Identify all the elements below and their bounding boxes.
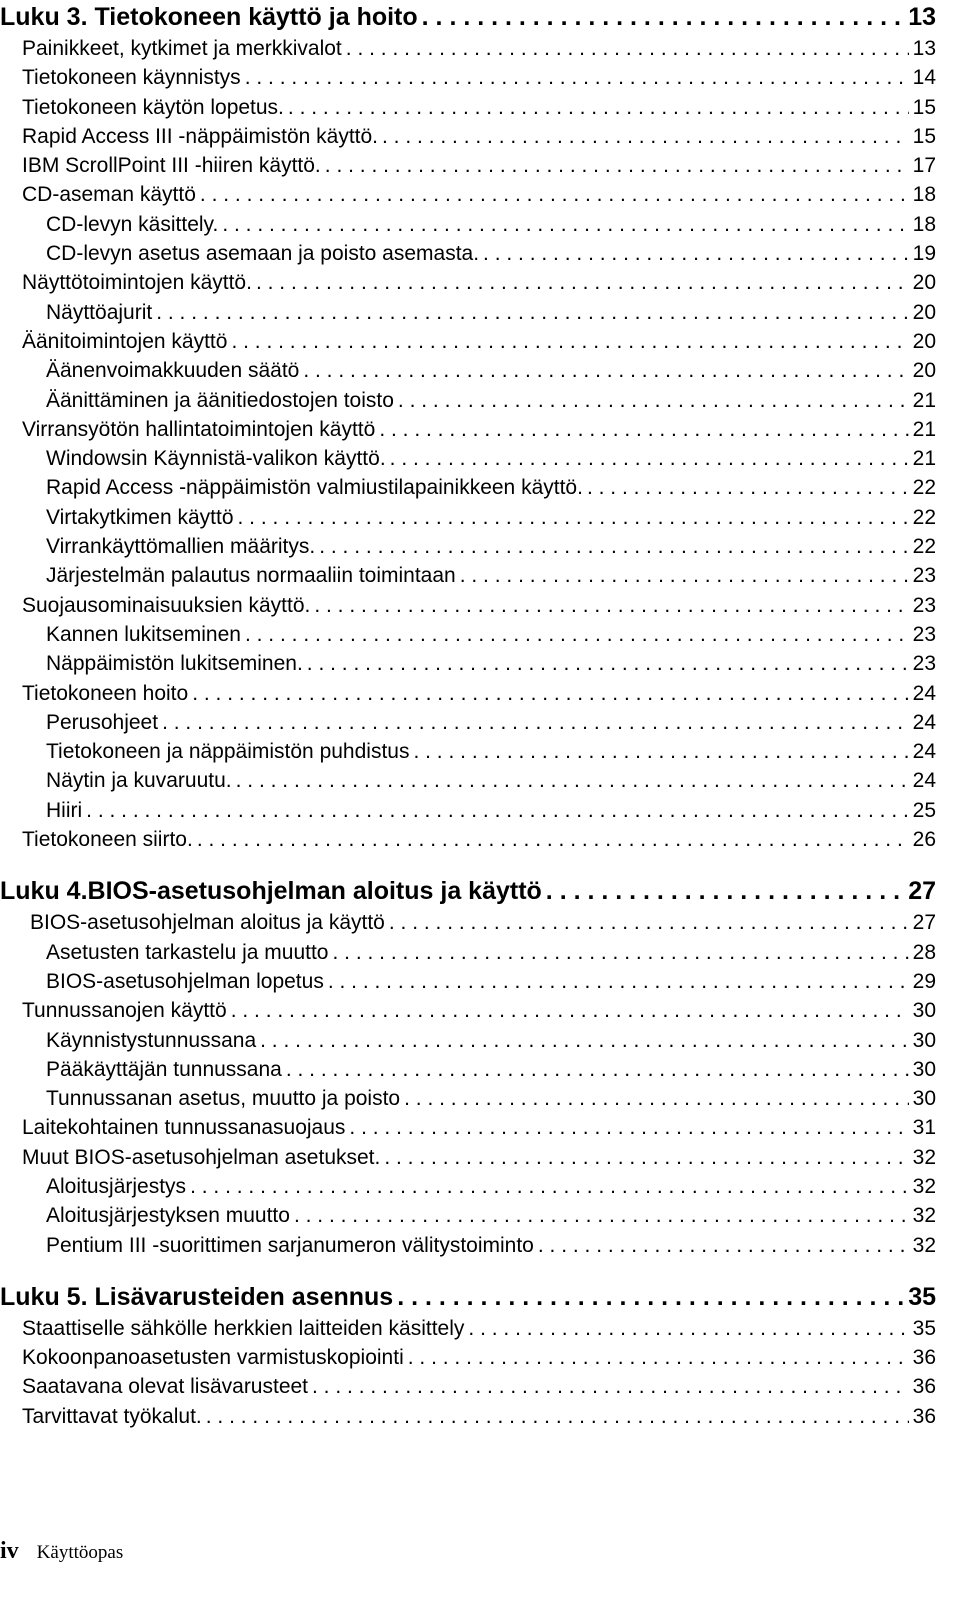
dot-leader [286,1055,909,1084]
toc-entry-title: Virrankäyttömallien määritys. [46,535,316,559]
toc-entry[interactable] [0,298,936,327]
toc-page-number: 32 [912,1145,936,1169]
toc-entry-title: Virransyötön hallintatoimintojen käyttö [22,417,376,441]
toc-entry[interactable] [0,1113,936,1142]
toc-entry[interactable] [0,591,936,620]
toc-entry[interactable] [0,1055,936,1084]
document-title: Käyttöopas [36,1542,124,1563]
toc-entry[interactable] [0,180,936,209]
dot-leader [422,0,905,34]
dot-leader [245,63,909,92]
toc-page-number: 20 [912,271,936,295]
toc-entry[interactable] [0,151,936,180]
toc-entry-title: Perusohjeet [46,710,159,734]
toc-page-number: 22 [912,505,936,529]
dot-leader [312,1372,909,1401]
toc-page-number: 32 [912,1174,936,1198]
toc-entry-title: BIOS-asetusohjelman aloitus ja käyttö [30,911,385,935]
dot-leader [408,1343,909,1372]
toc-entry-title: Virtakytkimen käyttö [46,505,234,529]
toc-entry[interactable] [0,1372,936,1401]
toc-entry-title: Tunnussanojen käyttö [22,999,227,1023]
toc-page-number: 22 [912,476,936,500]
toc-entry[interactable] [0,503,936,532]
toc-page-number: 36 [912,1404,936,1428]
toc-entry[interactable] [0,908,936,937]
toc-entry-title: Pentium III -suorittimen sarjanumeron välitystoiminto [46,1233,534,1257]
page-number: iv [0,1538,19,1564]
toc-entry[interactable] [0,679,936,708]
toc-page-number: 30 [912,999,936,1023]
toc-entry[interactable] [0,1231,936,1260]
toc-entry[interactable] [0,967,936,996]
toc-entry-title: Tarvittavat työkalut. [22,1404,202,1428]
dot-leader [333,938,909,967]
dot-leader [384,1143,908,1172]
dot-leader [389,908,909,937]
dot-leader [349,1113,908,1142]
toc-page-number: 21 [912,447,936,471]
dot-leader [200,180,909,209]
toc-entry[interactable] [0,1343,936,1372]
dot-leader [587,473,909,502]
toc-entry[interactable] [0,1026,936,1055]
toc-entry[interactable] [0,1084,936,1113]
toc-entry[interactable] [0,737,936,766]
toc-entry[interactable] [0,796,936,825]
dot-leader [319,532,908,561]
toc-entry-title: Tietokoneen ja näppäimistön puhdistus [46,740,410,764]
toc-entry-title: Luku 3. Tietokoneen käyttö ja hoito [0,3,418,31]
toc-chapter-entry[interactable] [0,0,936,34]
toc-entry-title: Näytin ja kuvaruutu. [46,769,232,793]
dot-leader [404,1084,909,1113]
dot-leader [260,1026,909,1055]
toc-page-number: 32 [912,1233,936,1257]
dot-leader [206,1402,909,1431]
toc-entry[interactable] [0,210,936,239]
toc-entry[interactable] [0,561,936,590]
toc-page-number: 17 [912,154,936,178]
toc-entry[interactable] [0,268,936,297]
toc-chapter-entry[interactable] [0,1280,936,1314]
toc-entry[interactable] [0,1402,936,1431]
toc-entry[interactable] [0,34,936,63]
toc-entry-title: Näppäimistön lukitseminen. [46,652,303,676]
toc-entry[interactable] [0,444,936,473]
toc-entry-title: Aloitusjärjestyksen muutto [46,1204,290,1228]
dot-leader [294,1201,909,1230]
toc-page-number: 35 [908,1282,936,1311]
toc-page-number: 13 [912,37,936,60]
toc-entry[interactable] [0,708,936,737]
toc-page-number: 27 [912,911,936,935]
toc-page-number: 30 [912,1028,936,1052]
toc-entry-title: Muut BIOS-asetusohjelman asetukset. [22,1145,381,1169]
toc-entry-title: Käynnistystunnussana [46,1028,257,1052]
toc-page-number: 23 [912,652,936,676]
dot-leader [546,874,904,908]
toc-entry[interactable] [0,386,936,415]
toc-page-number: 23 [912,564,936,588]
toc-entry-title: Näyttötoimintojen käyttö. [22,271,252,295]
toc-entry-title: Laitekohtainen tunnussanasuojaus [22,1116,346,1140]
toc-entry[interactable] [0,1314,936,1343]
toc-entry-title: Hiiri [46,798,83,822]
toc-entry-title: Rapid Access -näppäimistön valmiustilapainikkeen käyttö. [46,476,583,500]
dot-leader [468,1314,908,1343]
toc-page-number: 24 [912,740,936,764]
toc-page-number: 30 [912,1087,936,1111]
toc-entry-title: Äänenvoimakkuuden säätö [46,359,300,383]
toc-entry[interactable] [0,239,936,268]
toc-page-number: 28 [912,940,936,964]
toc-entry-title: Aloitusjärjestys [46,1174,187,1198]
toc-page-number: 13 [908,3,936,31]
toc-entry-title: Tunnussanan asetus, muutto ja poisto [46,1087,401,1111]
dot-leader [222,210,908,239]
toc-entry-title: Tietokoneen käytön lopetus. [22,95,284,119]
toc-page-number: 23 [912,622,936,646]
toc-page-number: 36 [912,1375,936,1399]
toc-page-number: 18 [912,212,936,236]
toc-page-number: 20 [912,359,936,383]
toc-entry-title: Rapid Access III -näppäimistön käyttö. [22,124,379,148]
toc-page-number: 19 [912,242,936,266]
dot-leader [288,93,909,122]
toc-entry-title: Äänittäminen ja äänitiedostojen toisto [46,388,394,412]
dot-leader [538,1231,909,1260]
toc-page-number: 31 [912,1116,936,1140]
toc-entry-title: Pääkäyttäjän tunnussana [46,1057,282,1081]
toc-entry[interactable] [0,766,936,795]
dot-leader [197,825,909,854]
toc-entry-title: CD-aseman käyttö [22,183,196,207]
toc-page-number: 24 [912,769,936,793]
toc-entry[interactable] [0,415,936,444]
toc-entry-title: Asetusten tarkastelu ja muutto [46,940,329,964]
toc-entry[interactable] [0,825,936,854]
toc-page-number: 30 [912,1057,936,1081]
dot-leader [398,386,909,415]
toc-entry-title: Kannen lukitseminen [46,622,241,646]
toc-page-number: 32 [912,1204,936,1228]
dot-leader [397,1280,904,1314]
dot-leader [162,708,909,737]
toc-entry[interactable] [0,649,936,678]
toc-entry[interactable] [0,532,936,561]
dot-leader [346,34,909,63]
dot-leader [236,766,909,795]
toc-entry[interactable] [0,122,936,151]
toc-page-number: 25 [912,798,936,822]
toc-page-number: 18 [912,183,936,207]
toc-page-number: 15 [912,95,936,119]
toc-entry-title: IBM ScrollPoint III -hiiren käyttö. [22,154,321,178]
dot-leader [156,298,908,327]
toc-entry[interactable] [0,327,936,356]
toc-entry[interactable] [0,996,936,1025]
toc-page-number: 22 [912,535,936,559]
toc-entry[interactable] [0,620,936,649]
toc-page-number: 15 [912,124,936,148]
toc-entry-title: Järjestelmän palautus normaaliin toimintaan [46,564,456,588]
dot-leader [238,503,909,532]
dot-leader [379,415,908,444]
toc-page-number: 26 [912,828,936,852]
toc-entry[interactable] [0,1172,936,1201]
toc-entry-title: Luku 5. Lisävarusteiden asennus [0,1282,394,1311]
toc-entry[interactable] [0,473,936,502]
toc-entry-title: Staattiselle sähkölle herkkien laitteiden käsittely [22,1316,465,1340]
toc-page-number: 14 [912,66,936,90]
toc-page-number: 21 [912,388,936,412]
dot-leader [314,591,908,620]
toc-entry-title: CD-levyn asetus asemaan ja poisto asemasta. [46,242,480,266]
dot-leader [390,444,909,473]
dot-leader [192,679,908,708]
toc-entry-title: Painikkeet, kytkimet ja merkkivalot [22,37,342,60]
toc-page-number: 24 [912,710,936,734]
toc-entry-title: Suojausominaisuuksien käyttö. [22,593,311,617]
toc-page-number: 23 [912,593,936,617]
dot-leader [382,122,909,151]
dot-leader [303,356,908,385]
toc-chapter-entry[interactable] [0,874,936,908]
toc-page-number: 29 [912,969,936,993]
toc-entry-title: Tietokoneen hoito [22,681,189,705]
dot-leader [190,1172,909,1201]
dot-leader [231,996,909,1025]
dot-leader [460,561,909,590]
dot-leader [231,327,908,356]
toc-page-number: 36 [912,1346,936,1370]
toc-entry-title: BIOS-asetusohjelman lopetus [46,969,324,993]
dot-leader [86,796,908,825]
toc-page-number: 20 [912,329,936,353]
toc-page-number: 24 [912,681,936,705]
dot-leader [256,268,909,297]
toc-entry-title: Näyttöajurit [46,300,153,324]
dot-leader [325,151,909,180]
page-footer [0,1538,123,1568]
toc-entry-title: Luku 4.BIOS-asetusohjelman aloitus ja käyttö [0,877,542,906]
toc-page-number: 27 [908,877,936,906]
toc-entry[interactable] [0,63,936,92]
toc-page-number: 35 [912,1316,936,1340]
toc-entry-title: Saatavana olevat lisävarusteet [22,1375,309,1399]
toc-entry[interactable] [0,1201,936,1230]
toc-entry-title: Tietokoneen käynnistys [22,66,241,90]
toc-entry-title: Tietokoneen siirto. [22,828,193,852]
dot-leader [328,967,909,996]
toc-entry[interactable] [0,938,936,967]
dot-leader [413,737,908,766]
dot-leader [483,239,909,268]
toc-page-number: 21 [912,417,936,441]
dot-leader [307,649,909,678]
toc-entry-title: CD-levyn käsittely. [46,212,219,236]
toc-page-number: 20 [912,300,936,324]
toc-entry[interactable] [0,356,936,385]
toc-entry-title: Äänitoimintojen käyttö [22,329,228,353]
dot-leader [245,620,909,649]
toc-entry-title: Windowsin Käynnistä-valikon käyttö. [46,447,386,471]
toc-entry[interactable] [0,93,936,122]
toc-entry-title: Kokoonpanoasetusten varmistuskopiointi [22,1346,404,1370]
toc-entry[interactable] [0,1143,936,1172]
